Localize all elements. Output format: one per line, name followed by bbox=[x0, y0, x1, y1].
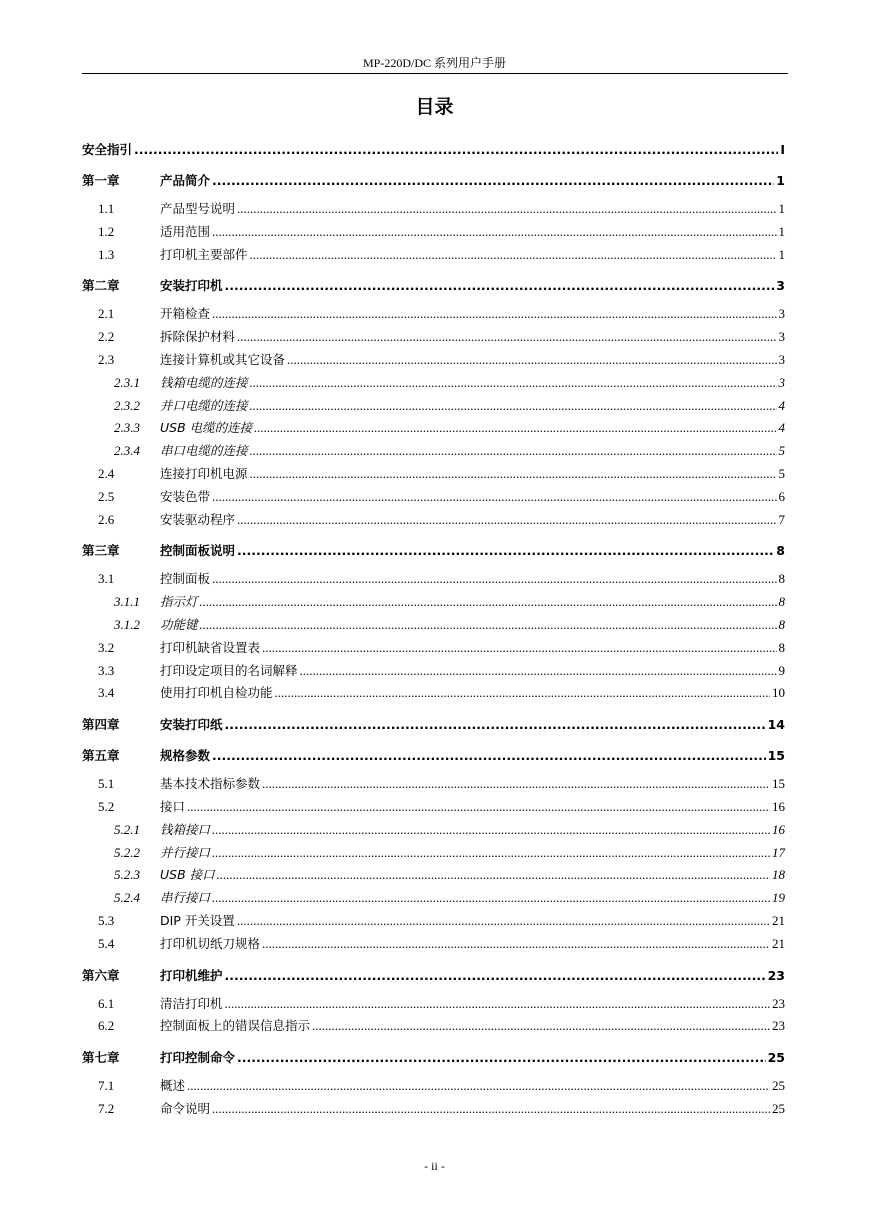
toc-entry-page: 3 bbox=[778, 374, 785, 390]
toc-entry-sub[interactable] bbox=[82, 819, 785, 842]
toc-leader-dots bbox=[275, 682, 770, 705]
toc-leader-dots bbox=[312, 1015, 770, 1038]
toc-entry-number: 2.6 bbox=[98, 511, 115, 527]
toc-leader-dots bbox=[134, 139, 778, 161]
toc-entry-section[interactable] bbox=[82, 1098, 785, 1121]
toc-leader-dots bbox=[250, 372, 777, 395]
toc-entry-page: 7 bbox=[778, 511, 785, 527]
toc-entry-page: 3 bbox=[776, 278, 785, 294]
toc-entry-label: 接口 bbox=[160, 798, 186, 814]
toc-leader-dots bbox=[237, 509, 776, 532]
toc-leader-dots bbox=[200, 614, 777, 637]
toc-entry-page: 25 bbox=[767, 1050, 785, 1066]
toc-entry-number: 2.3.2 bbox=[114, 397, 140, 413]
toc-entry-section[interactable] bbox=[82, 221, 785, 244]
toc-entry-number: 7.1 bbox=[98, 1078, 115, 1094]
toc-entry-sub[interactable] bbox=[82, 591, 785, 614]
toc-entry-number: 2.3.3 bbox=[114, 420, 140, 436]
toc-entry-page: 4 bbox=[778, 420, 785, 436]
toc-leader-dots bbox=[287, 349, 776, 372]
toc-entry-number: 第七章 bbox=[82, 1050, 120, 1066]
toc-entry-page: 16 bbox=[772, 798, 785, 814]
toc-entry-number: 2.3.4 bbox=[114, 443, 140, 459]
toc-entry-label: 概述 bbox=[160, 1078, 186, 1094]
toc-leader-dots bbox=[237, 326, 776, 349]
toc-entry-page: 8 bbox=[778, 594, 785, 610]
toc-entry-page: 25 bbox=[772, 1078, 785, 1094]
toc-leader-dots bbox=[212, 221, 776, 244]
toc-entry-page: 3 bbox=[778, 329, 785, 345]
page-title: 目录 bbox=[415, 96, 454, 118]
toc-entry-page: 5 bbox=[778, 465, 785, 481]
toc-entry-sub[interactable] bbox=[82, 372, 785, 395]
toc-entry-section[interactable] bbox=[82, 349, 785, 372]
toc-entry-page: 8 bbox=[778, 571, 785, 587]
toc-entry-label: 安全指引 bbox=[82, 142, 133, 157]
toc-entry-label: 并行接口 bbox=[160, 844, 211, 860]
toc-entry-number: 2.1 bbox=[98, 306, 115, 322]
toc-entry-label: 安装打印机 bbox=[160, 278, 223, 294]
toc-entry-page: 23 bbox=[772, 995, 785, 1011]
toc-leader-dots bbox=[262, 637, 776, 660]
toc-entry-label: 命令说明 bbox=[160, 1100, 211, 1116]
toc-leader-dots bbox=[212, 170, 774, 192]
toc-entry-section[interactable] bbox=[82, 660, 785, 683]
toc-entry-page: 10 bbox=[772, 685, 785, 701]
toc-entry-sub[interactable] bbox=[82, 395, 785, 418]
page-number: - ii - bbox=[424, 1159, 445, 1173]
toc-entry-label: 安装驱动程序 bbox=[160, 511, 236, 527]
toc-entry-page: 1 bbox=[778, 201, 785, 216]
toc-entry-page: 23 bbox=[767, 967, 785, 983]
toc-entry-section[interactable] bbox=[82, 1015, 785, 1038]
toc-entry-page: 1 bbox=[776, 173, 785, 188]
toc-leader-dots bbox=[237, 540, 774, 562]
toc-entry-label: 连接计算机或其它设备 bbox=[160, 351, 286, 367]
toc-entry-section[interactable] bbox=[82, 326, 785, 349]
toc-entry-label: 控制面板上的错误信息指示 bbox=[160, 1018, 311, 1034]
toc-entry-page: 6 bbox=[778, 488, 785, 504]
toc-entry-page: 8 bbox=[778, 616, 785, 632]
toc-leader-dots bbox=[262, 773, 770, 796]
toc-entry-label: 打印机缺省设置表 bbox=[160, 639, 261, 655]
toc-entry-number: 1.1 bbox=[98, 201, 115, 216]
toc-entry-number: 第二章 bbox=[82, 278, 120, 294]
toc-entry-number: 5.3 bbox=[98, 912, 115, 928]
toc-entry-section[interactable] bbox=[82, 773, 785, 796]
toc-entry-page: 1 bbox=[778, 246, 785, 262]
toc-entry-chapter[interactable] bbox=[82, 1047, 785, 1069]
toc-entry-section[interactable] bbox=[82, 993, 785, 1016]
toc-entry-section[interactable] bbox=[82, 910, 785, 933]
toc-entry-label: 产品简介 bbox=[160, 173, 211, 188]
toc-entry-page: 8 bbox=[778, 639, 785, 655]
toc-entry-number: 5.1 bbox=[98, 776, 115, 792]
toc-entry-page: 18 bbox=[772, 867, 785, 883]
toc-entry-label: 控制面板说明 bbox=[160, 543, 236, 559]
toc-entry-number: 5.2.3 bbox=[114, 867, 140, 883]
toc-leader-dots bbox=[212, 303, 776, 326]
toc-entry-label: 拆除保护材料 bbox=[160, 329, 236, 345]
toc-entry-section[interactable] bbox=[82, 1075, 785, 1098]
toc-entry-label: 打印控制命令 bbox=[160, 1050, 236, 1066]
toc-entry-number: 5.4 bbox=[98, 935, 115, 951]
toc-entry-label: 钱箱电缆的连接 bbox=[160, 374, 248, 390]
toc-entry-section[interactable] bbox=[82, 463, 785, 486]
header-rule bbox=[82, 73, 788, 74]
toc-leader-dots bbox=[300, 660, 777, 683]
toc-entry-number: 5.2.1 bbox=[114, 821, 140, 837]
toc-leader-dots bbox=[212, 842, 770, 865]
toc-entry-number: 第五章 bbox=[82, 748, 120, 764]
toc-entry-page: 4 bbox=[778, 397, 785, 413]
toc-leader-dots bbox=[212, 745, 766, 767]
toc-entry-label: DIP 开关设置 bbox=[160, 912, 235, 928]
toc-entry-label: 串行接口 bbox=[160, 890, 211, 906]
toc-entry-section[interactable] bbox=[82, 486, 785, 509]
toc-entry-section[interactable] bbox=[82, 568, 785, 591]
toc-leader-dots bbox=[212, 568, 776, 591]
toc-entry-section[interactable] bbox=[82, 682, 785, 705]
toc-entry-label: 控制面板 bbox=[160, 571, 211, 587]
toc-entry-number: 第四章 bbox=[82, 717, 120, 733]
toc-leader-dots bbox=[200, 591, 777, 614]
toc-leader-dots bbox=[225, 993, 770, 1016]
toc-entry-label: 适用范围 bbox=[160, 223, 211, 239]
toc-entry-page: 25 bbox=[772, 1100, 785, 1116]
toc-entry-chapter[interactable] bbox=[82, 965, 785, 987]
toc-entry-label: 指示灯 bbox=[160, 594, 198, 610]
toc-entry-number: 5.2.2 bbox=[114, 844, 140, 860]
toc-entry-number: 3.3 bbox=[98, 662, 115, 678]
toc-entry-chapter[interactable] bbox=[82, 745, 785, 767]
toc-entry-number: 3.1.2 bbox=[114, 616, 140, 632]
toc-entry-section[interactable] bbox=[82, 244, 785, 267]
toc-entry-label: 使用打印机自检功能 bbox=[160, 685, 273, 701]
toc-entry-number: 2.2 bbox=[98, 329, 115, 345]
toc-entry-label: 安装打印纸 bbox=[160, 717, 223, 733]
toc-entry-page: 15 bbox=[772, 776, 785, 792]
toc-leader-dots bbox=[212, 887, 770, 910]
toc-entry-label: 开箱检查 bbox=[160, 306, 211, 322]
toc-entry-section[interactable] bbox=[82, 509, 785, 532]
toc-leader-dots bbox=[187, 1075, 770, 1098]
toc-entry-page: I bbox=[780, 142, 785, 157]
toc-entry-number: 第六章 bbox=[82, 967, 120, 983]
toc-entry-sub[interactable] bbox=[82, 887, 785, 910]
toc-entry-label: 打印机切纸刀规格 bbox=[160, 935, 261, 951]
toc-entry-page: 3 bbox=[778, 306, 785, 322]
toc-leader-dots bbox=[250, 440, 777, 463]
toc-entry-number: 7.2 bbox=[98, 1100, 115, 1116]
toc-leader-dots bbox=[225, 965, 766, 987]
toc-entry-label: 连接打印机电源 bbox=[160, 465, 248, 481]
toc-entry-number: 3.4 bbox=[98, 685, 115, 701]
toc-leader-dots bbox=[237, 1047, 766, 1069]
toc-leader-dots bbox=[237, 910, 770, 933]
toc-entry-page: 16 bbox=[772, 821, 785, 837]
toc-entry-chapter[interactable] bbox=[82, 170, 785, 192]
toc-entry-page: 3 bbox=[778, 351, 785, 367]
toc-entry-page: 21 bbox=[772, 912, 785, 928]
toc-entry-section[interactable] bbox=[82, 933, 785, 956]
toc-leader-dots bbox=[262, 933, 770, 956]
toc-entry-label: 打印机维护 bbox=[160, 967, 223, 983]
toc-leader-dots bbox=[250, 395, 777, 418]
toc-entry-chapter[interactable] bbox=[82, 540, 785, 562]
toc-entry-page: 23 bbox=[772, 1018, 785, 1034]
toc-entry-label: 产品型号说明 bbox=[160, 201, 236, 216]
toc-entry-number: 6.1 bbox=[98, 995, 115, 1011]
toc-entry-section[interactable] bbox=[82, 796, 785, 819]
toc-entry-number: 1.3 bbox=[98, 246, 115, 262]
toc-entry-number: 5.2 bbox=[98, 798, 115, 814]
toc-entry-page: 14 bbox=[767, 717, 785, 733]
toc-leader-dots bbox=[250, 463, 777, 486]
toc-entry-number: 1.2 bbox=[98, 223, 115, 239]
toc-entry-label: 规格参数 bbox=[160, 748, 211, 764]
toc-entry-sub[interactable] bbox=[82, 614, 785, 637]
toc-entry-number: 2.5 bbox=[98, 488, 115, 504]
toc-entry-page: 21 bbox=[772, 935, 785, 951]
toc-leader-dots bbox=[225, 714, 766, 736]
toc-entry-page: 15 bbox=[767, 748, 785, 764]
toc-entry-label: 清洁打印机 bbox=[160, 995, 223, 1011]
toc-entry-chapter[interactable] bbox=[82, 275, 785, 297]
toc-entry-label: 基本技术指标参数 bbox=[160, 776, 261, 792]
toc-entry-section[interactable] bbox=[82, 303, 785, 326]
toc-entry-page: 1 bbox=[778, 223, 785, 239]
toc-entry-number: 2.4 bbox=[98, 465, 115, 481]
toc-entry-label: 并口电缆的连接 bbox=[160, 397, 248, 413]
toc-entry-number: 2.3.1 bbox=[114, 374, 140, 390]
toc-entry-label: USB 接口 bbox=[160, 867, 215, 883]
toc-leader-dots bbox=[212, 486, 776, 509]
toc-entry-page: 9 bbox=[778, 662, 785, 678]
toc-leader-dots bbox=[237, 198, 776, 221]
toc-entry-page: 8 bbox=[776, 543, 785, 559]
toc-entry-number: 6.2 bbox=[98, 1018, 115, 1034]
toc-entry-label: 功能键 bbox=[160, 616, 198, 632]
toc-leader-dots bbox=[212, 819, 770, 842]
toc-entry-sub[interactable] bbox=[82, 417, 785, 440]
toc-entry-section[interactable] bbox=[82, 198, 785, 221]
toc-entry-sub[interactable] bbox=[82, 440, 785, 463]
toc-entry-label: 打印机主要部件 bbox=[160, 246, 248, 262]
toc-leader-dots bbox=[250, 244, 777, 267]
toc-leader-dots bbox=[212, 1098, 770, 1121]
toc-entry-section[interactable] bbox=[82, 637, 785, 660]
toc-entry-page: 17 bbox=[772, 844, 785, 860]
toc-entry-label: 串口电缆的连接 bbox=[160, 443, 248, 459]
toc-entry-chapter[interactable] bbox=[82, 139, 785, 161]
toc-entry-number: 3.1.1 bbox=[114, 594, 140, 610]
running-header: MP-220D/DC 系列用户手册 bbox=[362, 56, 506, 70]
table-of-contents bbox=[82, 139, 785, 1121]
toc-entry-number: 3.2 bbox=[98, 639, 115, 655]
toc-leader-dots bbox=[225, 275, 775, 297]
toc-leader-dots bbox=[254, 417, 776, 440]
toc-entry-chapter[interactable] bbox=[82, 714, 785, 736]
toc-entry-label: 钱箱接口 bbox=[160, 821, 211, 837]
toc-entry-number: 5.2.4 bbox=[114, 890, 140, 906]
toc-entry-number: 2.3 bbox=[98, 351, 115, 367]
toc-entry-number: 3.1 bbox=[98, 571, 115, 587]
toc-leader-dots bbox=[217, 864, 770, 887]
toc-entry-label: 打印设定项目的名词解释 bbox=[160, 662, 298, 678]
toc-entry-sub[interactable] bbox=[82, 864, 785, 887]
toc-entry-label: 安装色带 bbox=[160, 488, 211, 504]
toc-entry-number: 第一章 bbox=[82, 173, 120, 188]
toc-entry-sub[interactable] bbox=[82, 842, 785, 865]
toc-entry-page: 5 bbox=[778, 443, 785, 459]
toc-entry-label: USB 电缆的连接 bbox=[160, 420, 253, 436]
toc-entry-page: 19 bbox=[772, 890, 785, 906]
toc-leader-dots bbox=[187, 796, 770, 819]
toc-entry-number: 第三章 bbox=[82, 543, 120, 559]
